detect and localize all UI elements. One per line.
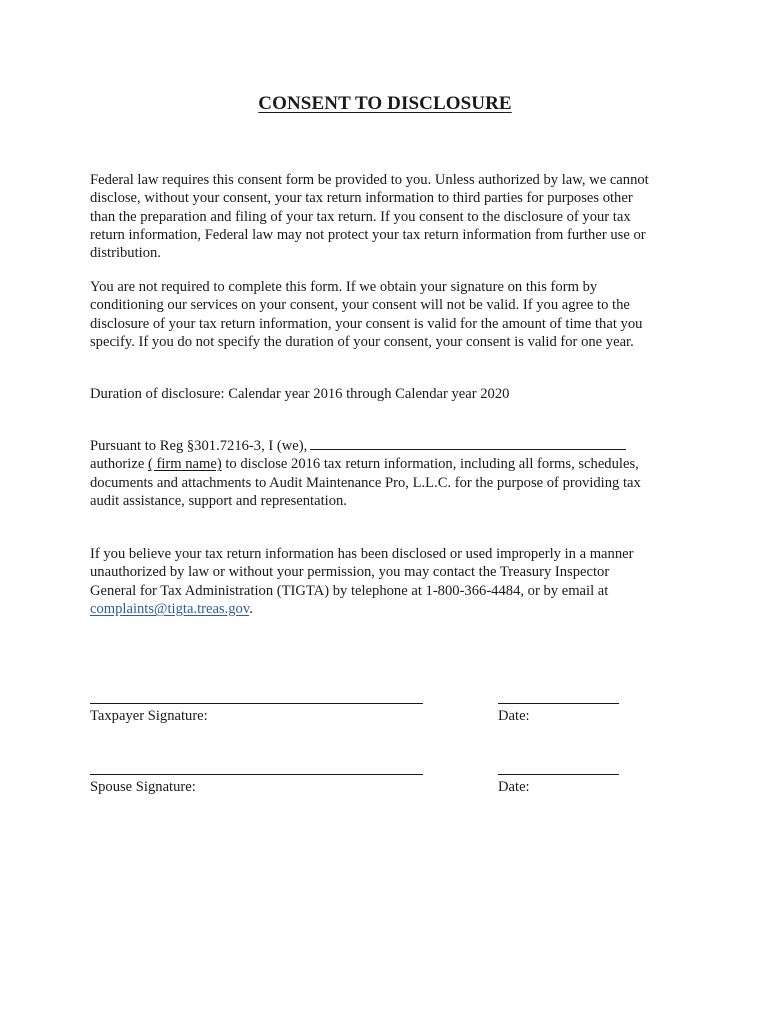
duration-of-disclosure — [90, 385, 690, 403]
spouse-date-line[interactable] — [498, 774, 619, 775]
text-line: than the preparation and filing of your tax return. If you consent to the disclosure of your tax — [90, 208, 631, 225]
text-line: disclosure of your tax return information, your consent is valid for the amount of time that you — [90, 315, 643, 332]
legal-notice-paragraph — [90, 171, 690, 262]
complaint-paragraph — [90, 545, 690, 618]
text-line: Duration of disclosure: Calendar year 2016 through Calendar year 2020 — [90, 386, 510, 402]
text-line: specify. If you do not specify the duration of your consent, your consent is valid for one year. — [90, 333, 634, 350]
authorization-prefix: Pursuant to Reg §301.7216-3, I (we), — [90, 438, 308, 454]
text-line: If you believe your tax return information has been disclosed or used improperly in a manner — [90, 546, 634, 562]
taxpayer-date-line[interactable] — [498, 703, 619, 704]
text-line: return information, Federal law may not protect your tax return information from further use or — [90, 226, 646, 243]
email-suffix: . — [249, 600, 253, 617]
authorize-suffix: to disclose 2016 tax return information, including all forms, schedules, — [225, 456, 639, 473]
taxpayer-signature-label: Taxpayer Signature: — [90, 708, 208, 724]
authorize-word: authorize — [90, 456, 145, 473]
spouse-date-label: Date: — [498, 779, 530, 795]
text-line: General for Tax Administration (TIGTA) by telephone at 1-800-366-4484, or by email at — [90, 582, 609, 599]
text-line: disclose, without your consent, your tax return information to third parties for purposes other — [90, 190, 633, 207]
spouse-signature-label: Spouse Signature: — [90, 779, 196, 795]
text-line — [90, 455, 690, 473]
consent-terms-paragraph — [90, 278, 690, 351]
tigta-email-link[interactable]: complaints@tigta.treas.gov — [90, 600, 250, 617]
firm-name-field[interactable]: ( firm name) — [147, 456, 222, 473]
page-title: CONSENT TO DISCLOSURE — [258, 93, 512, 114]
taxpayer-signature-line[interactable] — [90, 703, 423, 704]
text-line: distribution. — [90, 245, 161, 262]
text-line: unauthorized by law or without your permission, you may contact the Treasury Inspector — [90, 564, 610, 581]
text-line: You are not required to complete this form. If we obtain your signature on this form by — [90, 279, 598, 295]
spouse-signature-line[interactable] — [90, 774, 423, 775]
text-line: documents and attachments to Audit Maintenance Pro, L.L.C. for the purpose of providing tax — [90, 474, 641, 491]
text-line — [90, 600, 690, 618]
text-line — [90, 437, 690, 455]
name-blank-field[interactable] — [310, 437, 626, 450]
taxpayer-date-label: Date: — [498, 708, 530, 724]
text-line: audit assistance, support and representation. — [90, 492, 347, 509]
text-line: Federal law requires this consent form be provided to you. Unless authorized by law, we cannot — [90, 172, 649, 188]
authorization-paragraph — [90, 437, 690, 510]
text-line: conditioning our services on your consent, your consent will not be valid. If you agree to the — [90, 297, 630, 314]
